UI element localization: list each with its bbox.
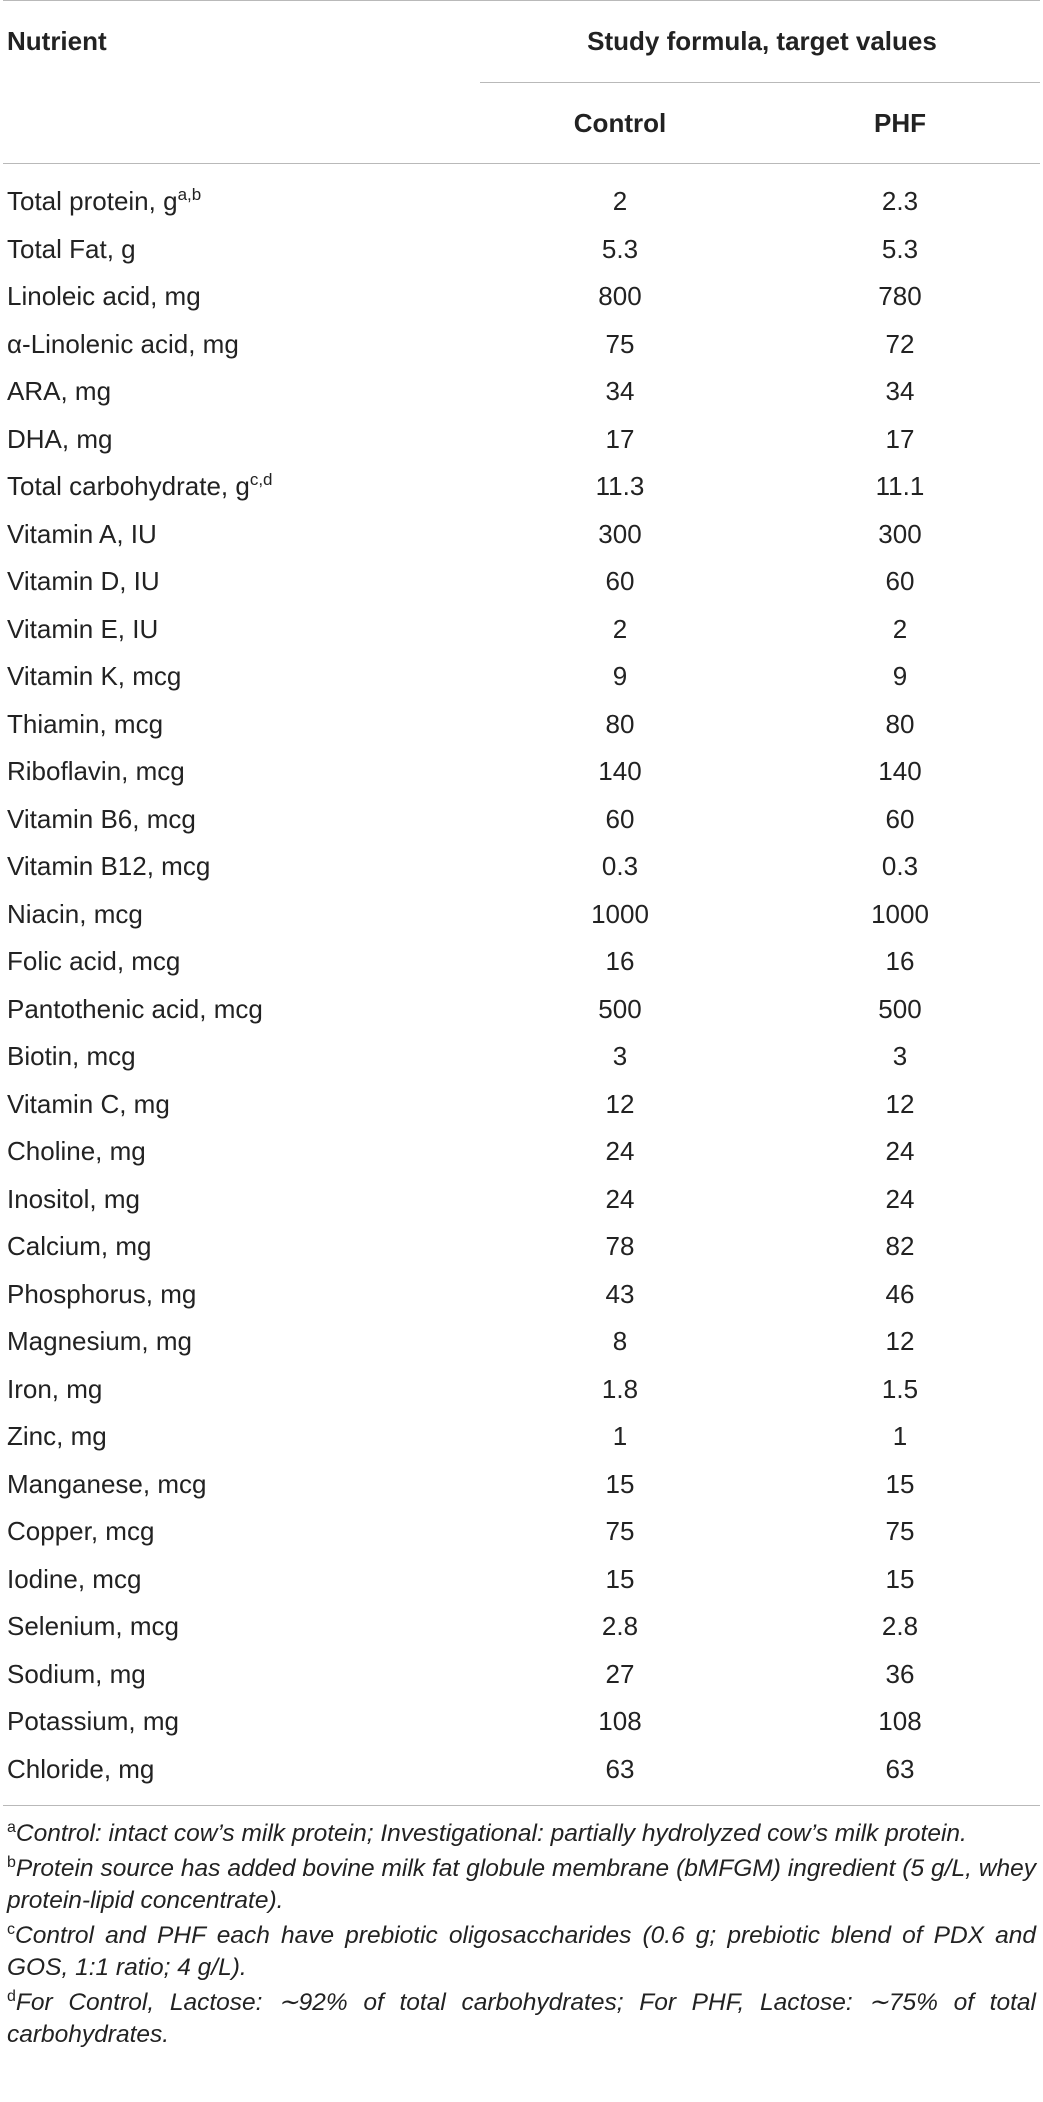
nutrient-name	[3, 1706, 480, 1737]
header-group: Study formula, target values	[587, 26, 937, 56]
control-value: 8	[612, 1326, 628, 1357]
nutrient-label: Chloride, mg	[7, 1753, 155, 1784]
phf-value: 5.3	[881, 233, 919, 264]
footnote	[7, 1818, 1036, 1850]
footnote-mark: b	[7, 1854, 16, 1871]
control-value: 24	[605, 1183, 635, 1214]
control-value: 75	[605, 328, 635, 359]
table-row	[3, 653, 1040, 701]
table-row	[3, 1746, 1040, 1794]
nutrient-name	[3, 1516, 480, 1547]
control-value: 500	[598, 993, 642, 1024]
phf-value: 60	[885, 566, 915, 597]
control-value: 5.3	[601, 233, 639, 264]
control-value: 78	[605, 1231, 635, 1262]
header-phf: PHF	[874, 107, 926, 138]
nutrient-name	[3, 186, 480, 217]
nutrient-name	[3, 376, 480, 407]
footnote-mark: a	[7, 1819, 16, 1836]
phf-value: 1	[892, 1421, 908, 1452]
control-value: 15	[605, 1563, 635, 1594]
control-value: 12	[605, 1088, 635, 1119]
phf-value: 3	[892, 1041, 908, 1072]
footnotes	[3, 1806, 1040, 2051]
phf-value: 24	[885, 1136, 915, 1167]
nutrient-label: Choline, mg	[7, 1136, 146, 1167]
nutrient-name	[3, 1611, 480, 1642]
control-value: 80	[605, 708, 635, 739]
phf-value: 36	[885, 1658, 915, 1689]
table-row	[3, 1271, 1040, 1319]
table-row	[3, 986, 1040, 1034]
nutrient-label: Magnesium, mg	[7, 1326, 192, 1357]
header-row-2	[3, 83, 1040, 163]
phf-value: 63	[885, 1753, 915, 1784]
control-value: 1000	[591, 898, 649, 929]
phf-value: 16	[885, 946, 915, 977]
phf-value: 46	[885, 1278, 915, 1309]
control-value: 108	[598, 1706, 642, 1737]
nutrient-label: Selenium, mcg	[7, 1611, 179, 1642]
table-row	[3, 226, 1040, 274]
table-row	[3, 416, 1040, 464]
phf-value: 108	[878, 1706, 922, 1737]
control-value: 140	[598, 756, 642, 787]
table-row	[3, 1318, 1040, 1366]
table-row	[3, 1556, 1040, 1604]
nutrient-name	[3, 994, 480, 1025]
nutrient-name	[3, 1089, 480, 1120]
phf-value: 9	[892, 661, 908, 692]
control-value: 11.3	[595, 471, 645, 502]
nutrient-name	[3, 424, 480, 455]
table-row	[3, 1698, 1040, 1746]
nutrient-label: Manganese, mcg	[7, 1468, 207, 1499]
table-row	[3, 558, 1040, 606]
nutrient-label: Vitamin K, mcg	[7, 661, 182, 692]
nutrient-label: Vitamin D, IU	[7, 566, 160, 597]
control-value: 800	[598, 281, 642, 312]
nutrient-label: Total protein, g	[7, 186, 178, 217]
nutrient-name	[3, 756, 480, 787]
control-value: 43	[605, 1278, 635, 1309]
footnote-text: Protein source has added bovine milk fat globule membrane (bMFGM) ingredient (5 g/L, whey protein-lipid concentrate).	[7, 1855, 1036, 1914]
control-value: 24	[605, 1136, 635, 1167]
control-value: 63	[605, 1753, 635, 1784]
header-row-1	[3, 1, 1040, 82]
phf-value: 34	[885, 376, 915, 407]
nutrient-label: Riboflavin, mcg	[7, 756, 185, 787]
control-value: 34	[605, 376, 635, 407]
nutrient-name	[3, 899, 480, 930]
control-value: 60	[605, 803, 635, 834]
nutrient-label: Calcium, mg	[7, 1231, 152, 1262]
phf-value: 17	[885, 423, 915, 454]
control-value: 17	[605, 423, 635, 454]
table-row	[3, 1033, 1040, 1081]
nutrient-label: ARA, mg	[7, 376, 112, 407]
nutrient-label: α-Linolenic acid, mg	[7, 328, 239, 359]
control-value: 1.8	[601, 1373, 639, 1404]
nutrient-label: Linoleic acid, mg	[7, 281, 201, 312]
table-row	[3, 463, 1040, 511]
phf-value: 12	[885, 1088, 915, 1119]
nutrient-label: Iodine, mcg	[7, 1563, 142, 1594]
nutrient-name	[3, 946, 480, 977]
table-body	[3, 164, 1040, 1805]
phf-value: 15	[885, 1468, 915, 1499]
phf-value: 0.3	[881, 851, 919, 882]
footnote-text: Control and PHF each have prebiotic oligosaccharides (0.6 g; prebiotic blend of PDX and GOS, 1:1 ratio; 4 g/L).	[7, 1922, 1036, 1981]
control-value: 1	[612, 1421, 628, 1452]
nutrient-name	[3, 1421, 480, 1452]
nutrient-name	[3, 566, 480, 597]
table-row	[3, 891, 1040, 939]
nutrient-name	[3, 1184, 480, 1215]
control-value: 16	[605, 946, 635, 977]
nutrient-label: Vitamin B12, mcg	[7, 851, 211, 882]
nutrient-name	[3, 709, 480, 740]
table-row	[3, 273, 1040, 321]
table-row	[3, 1413, 1040, 1461]
phf-value: 11.1	[875, 471, 925, 502]
nutrient-label: Niacin, mcg	[7, 898, 143, 929]
nutrient-label: Vitamin E, IU	[7, 613, 159, 644]
table-row	[3, 748, 1040, 796]
table-row	[3, 1223, 1040, 1271]
header-control: Control	[573, 107, 667, 138]
phf-value: 1000	[871, 898, 929, 929]
nutrient-label: DHA, mg	[7, 423, 113, 454]
phf-value: 72	[885, 328, 915, 359]
nutrient-name	[3, 1659, 480, 1690]
control-value: 27	[605, 1658, 635, 1689]
table-row	[3, 1128, 1040, 1176]
nutrient-name	[3, 329, 480, 360]
table-row	[3, 321, 1040, 369]
nutrient-label: Total carbohydrate, g	[7, 471, 250, 502]
nutrient-name	[3, 851, 480, 882]
nutrient-label: Zinc, mg	[7, 1421, 107, 1452]
nutrient-label: Thiamin, mcg	[7, 708, 164, 739]
nutrient-label: Vitamin B6, mcg	[7, 803, 196, 834]
table-row	[3, 701, 1040, 749]
table-row	[3, 368, 1040, 416]
phf-value: 60	[885, 803, 915, 834]
footnote	[7, 1987, 1036, 2051]
nutrient-name	[3, 281, 480, 312]
control-value: 0.3	[601, 851, 639, 882]
nutrient-label: Sodium, mg	[7, 1658, 146, 1689]
control-value: 2.8	[601, 1611, 639, 1642]
table-row	[3, 1508, 1040, 1556]
nutrient-label: Biotin, mcg	[7, 1041, 136, 1072]
nutrient-label: Iron, mg	[7, 1373, 103, 1404]
footnote	[7, 1853, 1036, 1917]
nutrient-label: Pantothenic acid, mcg	[7, 993, 263, 1024]
nutrient-label: Copper, mcg	[7, 1516, 155, 1547]
nutrient-name	[3, 614, 480, 645]
nutrient-name	[3, 1374, 480, 1405]
nutrient-name	[3, 804, 480, 835]
nutrient-name	[3, 1231, 480, 1262]
control-value: 9	[612, 661, 628, 692]
nutrient-name	[3, 1469, 480, 1500]
header-nutrient: Nutrient	[7, 26, 107, 56]
footnote	[7, 1920, 1036, 1984]
phf-value: 2.3	[881, 186, 919, 217]
nutrient-label: Folic acid, mcg	[7, 946, 181, 977]
nutrient-label: Inositol, mg	[7, 1183, 140, 1214]
control-value: 75	[605, 1516, 635, 1547]
nutrient-name	[3, 1041, 480, 1072]
phf-value: 15	[885, 1563, 915, 1594]
nutrient-name	[3, 1564, 480, 1595]
phf-value: 82	[885, 1231, 915, 1262]
nutrient-label: Vitamin C, mg	[7, 1088, 170, 1119]
table-row	[3, 1461, 1040, 1509]
phf-value: 2.8	[881, 1611, 919, 1642]
phf-value: 24	[885, 1183, 915, 1214]
nutrient-name	[3, 1754, 480, 1785]
control-value: 2	[612, 186, 628, 217]
phf-value: 80	[885, 708, 915, 739]
nutrient-name	[3, 471, 480, 502]
nutrient-table	[3, 0, 1040, 2051]
nutrient-name	[3, 234, 480, 265]
table-row	[3, 1176, 1040, 1224]
table-row	[3, 1603, 1040, 1651]
footnote-text: Control: intact cow’s milk protein; Investigational: partially hydrolyzed cow’s milk protein.	[15, 1820, 967, 1847]
control-value: 3	[612, 1041, 628, 1072]
control-value: 15	[605, 1468, 635, 1499]
footnote-text: For Control, Lactose: ∼92% of total carbohydrates; For PHF, Lactose: ∼75% of total carbohydrates.	[7, 1989, 1036, 2048]
table-row	[3, 1651, 1040, 1699]
nutrient-label: Potassium, mg	[7, 1706, 179, 1737]
footnote-ref: c,d	[249, 470, 273, 490]
phf-value: 500	[878, 993, 922, 1024]
table-row	[3, 843, 1040, 891]
nutrient-name	[3, 1279, 480, 1310]
nutrient-label: Vitamin A, IU	[7, 518, 157, 549]
phf-value: 12	[885, 1326, 915, 1357]
phf-value: 300	[878, 518, 922, 549]
phf-value: 140	[878, 756, 922, 787]
control-value: 300	[598, 518, 642, 549]
footnote-mark: d	[7, 1988, 16, 2005]
phf-value: 1.5	[881, 1373, 919, 1404]
control-value: 60	[605, 566, 635, 597]
table-row	[3, 178, 1040, 226]
table-row	[3, 938, 1040, 986]
nutrient-name	[3, 661, 480, 692]
table-row	[3, 511, 1040, 559]
footnote-ref: a,b	[177, 185, 202, 205]
nutrient-name	[3, 1136, 480, 1167]
table-row	[3, 1081, 1040, 1129]
table-row	[3, 606, 1040, 654]
footnote-mark: c	[7, 1921, 15, 1938]
nutrient-name	[3, 1326, 480, 1357]
nutrient-name	[3, 519, 480, 550]
phf-value: 75	[885, 1516, 915, 1547]
phf-value: 780	[878, 281, 922, 312]
table-row	[3, 796, 1040, 844]
nutrient-label: Total Fat, g	[7, 233, 136, 264]
phf-value: 2	[892, 613, 908, 644]
table-row	[3, 1366, 1040, 1414]
nutrient-label: Phosphorus, mg	[7, 1278, 197, 1309]
control-value: 2	[612, 613, 628, 644]
